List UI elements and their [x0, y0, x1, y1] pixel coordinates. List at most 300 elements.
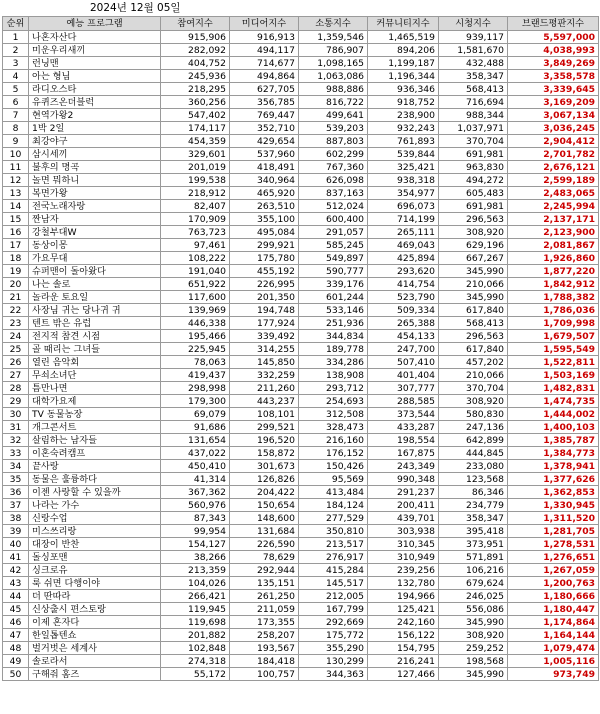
participation-index-cell: 199,538	[161, 174, 230, 187]
brand-index-cell: 3,067,134	[508, 109, 599, 122]
rank-cell: 5	[3, 83, 29, 96]
communication-index-cell: 312,508	[299, 408, 368, 421]
viewership-index-cell: 939,117	[439, 31, 508, 44]
program-name-cell: 아는 형님	[29, 70, 161, 83]
table-row	[3, 148, 599, 161]
media-index-cell: 150,654	[230, 499, 299, 512]
brand-index-cell: 1,400,103	[508, 421, 599, 434]
table-row	[3, 473, 599, 486]
media-index-cell: 352,710	[230, 122, 299, 135]
viewership-index-cell: 373,951	[439, 538, 508, 551]
community-index-cell: 293,620	[368, 265, 439, 278]
communication-index-cell: 189,778	[299, 343, 368, 356]
community-index-cell: 1,199,187	[368, 57, 439, 70]
brand-index-cell: 1,842,912	[508, 278, 599, 291]
participation-index-cell: 266,421	[161, 590, 230, 603]
program-name-cell: 강철부대W	[29, 226, 161, 239]
participation-index-cell: 547,402	[161, 109, 230, 122]
media-index-cell: 292,944	[230, 564, 299, 577]
table-row	[3, 96, 599, 109]
media-index-cell: 173,355	[230, 616, 299, 629]
viewership-index-cell: 210,066	[439, 369, 508, 382]
participation-index-cell: 446,338	[161, 317, 230, 330]
rank-cell: 11	[3, 161, 29, 174]
viewership-index-cell: 716,694	[439, 96, 508, 109]
program-name-cell: 이젠 사랑할 수 있을까	[29, 486, 161, 499]
viewership-index-cell: 308,920	[439, 395, 508, 408]
program-name-cell: 싱크로유	[29, 564, 161, 577]
participation-index-cell: 139,969	[161, 304, 230, 317]
participation-index-cell: 329,601	[161, 148, 230, 161]
rank-cell: 42	[3, 564, 29, 577]
viewership-index-cell: 345,990	[439, 291, 508, 304]
community-index-cell: 243,349	[368, 460, 439, 473]
viewership-index-cell: 580,830	[439, 408, 508, 421]
brand-index-cell: 1,474,735	[508, 395, 599, 408]
media-index-cell: 714,677	[230, 57, 299, 70]
media-index-cell: 226,590	[230, 538, 299, 551]
brand-index-cell: 2,137,171	[508, 213, 599, 226]
table-row	[3, 161, 599, 174]
header-media: 미디어지수	[230, 17, 299, 31]
brand-index-cell: 1,384,773	[508, 447, 599, 460]
table-row	[3, 213, 599, 226]
program-name-cell: 전지적 참견 시점	[29, 330, 161, 343]
table-header-row	[3, 17, 599, 31]
participation-index-cell: 91,686	[161, 421, 230, 434]
community-index-cell: 132,780	[368, 577, 439, 590]
table-row	[3, 408, 599, 421]
rank-cell: 35	[3, 473, 29, 486]
table-row	[3, 135, 599, 148]
communication-index-cell: 212,005	[299, 590, 368, 603]
media-index-cell: 78,629	[230, 551, 299, 564]
viewership-index-cell: 568,413	[439, 83, 508, 96]
participation-index-cell: 450,410	[161, 460, 230, 473]
communication-index-cell: 176,152	[299, 447, 368, 460]
program-name-cell: 더 딴따라	[29, 590, 161, 603]
community-index-cell: 696,073	[368, 200, 439, 213]
viewership-index-cell: 247,136	[439, 421, 508, 434]
program-name-cell: 나혼자산다	[29, 31, 161, 44]
participation-index-cell: 131,654	[161, 434, 230, 447]
media-index-cell: 100,757	[230, 668, 299, 681]
community-index-cell: 242,160	[368, 616, 439, 629]
viewership-index-cell: 617,840	[439, 304, 508, 317]
community-index-cell: 127,466	[368, 668, 439, 681]
table-row	[3, 356, 599, 369]
participation-index-cell: 213,359	[161, 564, 230, 577]
program-name-cell: 놀면 뭐하니	[29, 174, 161, 187]
communication-index-cell: 334,286	[299, 356, 368, 369]
table-row	[3, 330, 599, 343]
program-name-cell: 나는 솔로	[29, 278, 161, 291]
communication-index-cell: 837,163	[299, 187, 368, 200]
viewership-index-cell: 432,488	[439, 57, 508, 70]
table-row	[3, 590, 599, 603]
rank-cell: 24	[3, 330, 29, 343]
program-name-cell: 대학가요제	[29, 395, 161, 408]
rank-cell: 21	[3, 291, 29, 304]
table-row	[3, 44, 599, 57]
participation-index-cell: 55,172	[161, 668, 230, 681]
community-index-cell: 936,346	[368, 83, 439, 96]
communication-index-cell: 339,176	[299, 278, 368, 291]
communication-index-cell: 95,569	[299, 473, 368, 486]
community-index-cell: 894,206	[368, 44, 439, 57]
table-row	[3, 616, 599, 629]
program-name-cell: 끝사랑	[29, 460, 161, 473]
rank-cell: 8	[3, 122, 29, 135]
viewership-index-cell: 571,891	[439, 551, 508, 564]
table-row	[3, 70, 599, 83]
rank-cell: 39	[3, 525, 29, 538]
rank-cell: 4	[3, 70, 29, 83]
table-row	[3, 577, 599, 590]
community-index-cell: 439,701	[368, 512, 439, 525]
participation-index-cell: 201,882	[161, 629, 230, 642]
participation-index-cell: 154,127	[161, 538, 230, 551]
viewership-index-cell: 210,066	[439, 278, 508, 291]
table-row	[3, 109, 599, 122]
brand-index-cell: 1,786,036	[508, 304, 599, 317]
brand-index-cell: 1,180,447	[508, 603, 599, 616]
table-row	[3, 200, 599, 213]
program-name-cell: 놀라운 토요일	[29, 291, 161, 304]
program-name-cell: 텐트 밖은 유럽	[29, 317, 161, 330]
table-row	[3, 486, 599, 499]
communication-index-cell: 167,799	[299, 603, 368, 616]
communication-index-cell: 600,400	[299, 213, 368, 226]
community-index-cell: 1,465,519	[368, 31, 439, 44]
media-index-cell: 135,151	[230, 577, 299, 590]
communication-index-cell: 145,517	[299, 577, 368, 590]
table-row	[3, 343, 599, 356]
communication-index-cell: 415,284	[299, 564, 368, 577]
program-name-cell: 가요무대	[29, 252, 161, 265]
media-index-cell: 131,684	[230, 525, 299, 538]
rank-cell: 26	[3, 356, 29, 369]
participation-index-cell: 104,026	[161, 577, 230, 590]
media-index-cell: 356,785	[230, 96, 299, 109]
program-name-cell: 신상출시 편스토랑	[29, 603, 161, 616]
participation-index-cell: 102,848	[161, 642, 230, 655]
community-index-cell: 932,243	[368, 122, 439, 135]
header-participation: 참여지수	[161, 17, 230, 31]
rank-cell: 22	[3, 304, 29, 317]
program-name-cell: 이제 혼자다	[29, 616, 161, 629]
communication-index-cell: 602,299	[299, 148, 368, 161]
brand-index-cell: 1,444,002	[508, 408, 599, 421]
participation-index-cell: 218,295	[161, 83, 230, 96]
media-index-cell: 301,673	[230, 460, 299, 473]
communication-index-cell: 512,024	[299, 200, 368, 213]
viewership-index-cell: 444,845	[439, 447, 508, 460]
brand-index-cell: 2,599,189	[508, 174, 599, 187]
table-row	[3, 252, 599, 265]
participation-index-cell: 179,300	[161, 395, 230, 408]
viewership-index-cell: 106,216	[439, 564, 508, 577]
media-index-cell: 204,422	[230, 486, 299, 499]
viewership-index-cell: 370,704	[439, 382, 508, 395]
communication-index-cell: 130,299	[299, 655, 368, 668]
participation-index-cell: 360,256	[161, 96, 230, 109]
communication-index-cell: 138,908	[299, 369, 368, 382]
brand-index-cell: 1,180,666	[508, 590, 599, 603]
viewership-index-cell: 234,779	[439, 499, 508, 512]
viewership-index-cell: 679,624	[439, 577, 508, 590]
brand-index-cell: 1,788,382	[508, 291, 599, 304]
table-row	[3, 642, 599, 655]
media-index-cell: 443,237	[230, 395, 299, 408]
table-row	[3, 174, 599, 187]
table-row	[3, 291, 599, 304]
brand-index-cell: 3,169,209	[508, 96, 599, 109]
viewership-index-cell: 691,981	[439, 148, 508, 161]
program-name-cell: 돌싱포맨	[29, 551, 161, 564]
table-row	[3, 317, 599, 330]
community-index-cell: 414,754	[368, 278, 439, 291]
brand-index-cell: 2,676,121	[508, 161, 599, 174]
viewership-index-cell: 345,990	[439, 265, 508, 278]
communication-index-cell: 601,244	[299, 291, 368, 304]
community-index-cell: 433,287	[368, 421, 439, 434]
viewership-index-cell: 345,990	[439, 616, 508, 629]
program-name-cell: 슈퍼맨이 돌아왔다	[29, 265, 161, 278]
rank-cell: 20	[3, 278, 29, 291]
community-index-cell: 307,777	[368, 382, 439, 395]
community-index-cell: 291,237	[368, 486, 439, 499]
communication-index-cell: 549,897	[299, 252, 368, 265]
media-index-cell: 429,654	[230, 135, 299, 148]
program-name-cell: 동물은 훌륭하다	[29, 473, 161, 486]
media-index-cell: 495,084	[230, 226, 299, 239]
rank-cell: 18	[3, 252, 29, 265]
community-index-cell: 507,410	[368, 356, 439, 369]
brand-index-cell: 1,595,549	[508, 343, 599, 356]
viewership-index-cell: 123,568	[439, 473, 508, 486]
participation-index-cell: 82,407	[161, 200, 230, 213]
community-index-cell: 247,700	[368, 343, 439, 356]
media-index-cell: 332,259	[230, 369, 299, 382]
community-index-cell: 373,544	[368, 408, 439, 421]
brand-index-cell: 1,926,860	[508, 252, 599, 265]
media-index-cell: 261,250	[230, 590, 299, 603]
table-row	[3, 239, 599, 252]
table-row	[3, 31, 599, 44]
brand-index-cell: 3,339,645	[508, 83, 599, 96]
table-row	[3, 382, 599, 395]
program-name-cell: 최강야구	[29, 135, 161, 148]
participation-index-cell: 419,437	[161, 369, 230, 382]
community-index-cell: 156,122	[368, 629, 439, 642]
brand-index-cell: 2,483,065	[508, 187, 599, 200]
media-index-cell: 175,780	[230, 252, 299, 265]
brand-index-cell: 1,278,531	[508, 538, 599, 551]
media-index-cell: 177,924	[230, 317, 299, 330]
program-name-cell: 현역가왕2	[29, 109, 161, 122]
media-index-cell: 145,850	[230, 356, 299, 369]
brand-index-cell: 1,709,998	[508, 317, 599, 330]
viewership-index-cell: 246,025	[439, 590, 508, 603]
table-row	[3, 512, 599, 525]
media-index-cell: 455,192	[230, 265, 299, 278]
media-index-cell: 194,748	[230, 304, 299, 317]
communication-index-cell: 344,363	[299, 668, 368, 681]
media-index-cell: 537,960	[230, 148, 299, 161]
community-index-cell: 401,404	[368, 369, 439, 382]
table-row	[3, 278, 599, 291]
program-name-cell: 틈만나면	[29, 382, 161, 395]
rank-cell: 36	[3, 486, 29, 499]
media-index-cell: 299,521	[230, 421, 299, 434]
media-index-cell: 258,207	[230, 629, 299, 642]
media-index-cell: 201,350	[230, 291, 299, 304]
rank-cell: 17	[3, 239, 29, 252]
brand-index-cell: 1,281,705	[508, 525, 599, 538]
rank-cell: 38	[3, 512, 29, 525]
participation-index-cell: 174,117	[161, 122, 230, 135]
program-name-cell: 이혼숙려캠프	[29, 447, 161, 460]
brand-index-cell: 1,330,945	[508, 499, 599, 512]
program-name-cell: 살림하는 남자들	[29, 434, 161, 447]
viewership-index-cell: 988,344	[439, 109, 508, 122]
rank-cell: 2	[3, 44, 29, 57]
brand-index-cell: 1,267,059	[508, 564, 599, 577]
media-index-cell: 769,447	[230, 109, 299, 122]
brand-index-cell: 1,378,941	[508, 460, 599, 473]
community-index-cell: 310,949	[368, 551, 439, 564]
table-row	[3, 460, 599, 473]
media-index-cell: 340,964	[230, 174, 299, 187]
program-name-cell: 유퀴즈온더블럭	[29, 96, 161, 109]
table-row	[3, 538, 599, 551]
participation-index-cell: 218,912	[161, 187, 230, 200]
rank-cell: 23	[3, 317, 29, 330]
participation-index-cell: 225,945	[161, 343, 230, 356]
participation-index-cell: 201,019	[161, 161, 230, 174]
rank-cell: 49	[3, 655, 29, 668]
program-name-cell: 대장이 반찬	[29, 538, 161, 551]
program-name-cell: 사장님 귀는 당나귀 귀	[29, 304, 161, 317]
participation-index-cell: 915,906	[161, 31, 230, 44]
program-name-cell: 삼시세끼	[29, 148, 161, 161]
communication-index-cell: 786,907	[299, 44, 368, 57]
communication-index-cell: 1,098,165	[299, 57, 368, 70]
communication-index-cell: 251,936	[299, 317, 368, 330]
brand-index-cell: 1,503,169	[508, 369, 599, 382]
rank-cell: 16	[3, 226, 29, 239]
brand-index-cell: 1,311,520	[508, 512, 599, 525]
media-index-cell: 916,913	[230, 31, 299, 44]
program-name-cell: 짠남자	[29, 213, 161, 226]
media-index-cell: 314,255	[230, 343, 299, 356]
media-index-cell: 158,872	[230, 447, 299, 460]
brand-index-cell: 1,079,474	[508, 642, 599, 655]
community-index-cell: 539,844	[368, 148, 439, 161]
community-index-cell: 239,256	[368, 564, 439, 577]
participation-index-cell: 170,909	[161, 213, 230, 226]
rank-cell: 31	[3, 421, 29, 434]
participation-index-cell: 651,922	[161, 278, 230, 291]
brand-index-cell: 1,174,864	[508, 616, 599, 629]
communication-index-cell: 585,245	[299, 239, 368, 252]
program-name-cell: 한일톱텐쇼	[29, 629, 161, 642]
program-name-cell: 무쇠소녀단	[29, 369, 161, 382]
brand-index-cell: 1,385,787	[508, 434, 599, 447]
viewership-index-cell: 259,252	[439, 642, 508, 655]
brand-index-cell: 3,358,578	[508, 70, 599, 83]
brand-index-cell: 1,005,116	[508, 655, 599, 668]
rank-cell: 19	[3, 265, 29, 278]
community-index-cell: 216,241	[368, 655, 439, 668]
communication-index-cell: 887,803	[299, 135, 368, 148]
viewership-index-cell: 605,483	[439, 187, 508, 200]
table-row	[3, 668, 599, 681]
rank-cell: 1	[3, 31, 29, 44]
community-index-cell: 454,133	[368, 330, 439, 343]
table-row	[3, 304, 599, 317]
brand-index-cell: 1,522,811	[508, 356, 599, 369]
program-name-cell: 골 때리는 그녀들	[29, 343, 161, 356]
table-row	[3, 395, 599, 408]
viewership-index-cell: 198,568	[439, 655, 508, 668]
participation-index-cell: 78,063	[161, 356, 230, 369]
participation-index-cell: 87,343	[161, 512, 230, 525]
rank-cell: 30	[3, 408, 29, 421]
participation-index-cell: 274,318	[161, 655, 230, 668]
media-index-cell: 339,492	[230, 330, 299, 343]
communication-index-cell: 590,777	[299, 265, 368, 278]
participation-index-cell: 38,266	[161, 551, 230, 564]
participation-index-cell: 195,466	[161, 330, 230, 343]
communication-index-cell: 413,484	[299, 486, 368, 499]
rank-cell: 9	[3, 135, 29, 148]
viewership-index-cell: 1,581,670	[439, 44, 508, 57]
communication-index-cell: 499,641	[299, 109, 368, 122]
community-index-cell: 125,421	[368, 603, 439, 616]
program-name-cell: 전국노래자랑	[29, 200, 161, 213]
rank-cell: 40	[3, 538, 29, 551]
brand-index-cell: 3,849,269	[508, 57, 599, 70]
header-program: 예능 프로그램	[29, 17, 161, 31]
media-index-cell: 211,059	[230, 603, 299, 616]
communication-index-cell: 277,529	[299, 512, 368, 525]
table-row	[3, 122, 599, 135]
rank-cell: 25	[3, 343, 29, 356]
community-index-cell: 990,348	[368, 473, 439, 486]
brand-index-cell: 2,123,900	[508, 226, 599, 239]
brand-index-cell: 1,679,507	[508, 330, 599, 343]
communication-index-cell: 816,722	[299, 96, 368, 109]
program-name-cell: 미운우리새끼	[29, 44, 161, 57]
brand-index-cell: 1,877,220	[508, 265, 599, 278]
viewership-index-cell: 358,347	[439, 512, 508, 525]
viewership-index-cell: 233,080	[439, 460, 508, 473]
communication-index-cell: 533,146	[299, 304, 368, 317]
table-row	[3, 551, 599, 564]
rank-cell: 10	[3, 148, 29, 161]
table-row	[3, 499, 599, 512]
brand-index-cell: 2,081,867	[508, 239, 599, 252]
rank-cell: 37	[3, 499, 29, 512]
community-index-cell: 200,411	[368, 499, 439, 512]
program-name-cell: 미스쓰리랑	[29, 525, 161, 538]
rank-cell: 47	[3, 629, 29, 642]
program-name-cell: 솔로라서	[29, 655, 161, 668]
viewership-index-cell: 667,267	[439, 252, 508, 265]
program-name-cell: TV 동물농장	[29, 408, 161, 421]
